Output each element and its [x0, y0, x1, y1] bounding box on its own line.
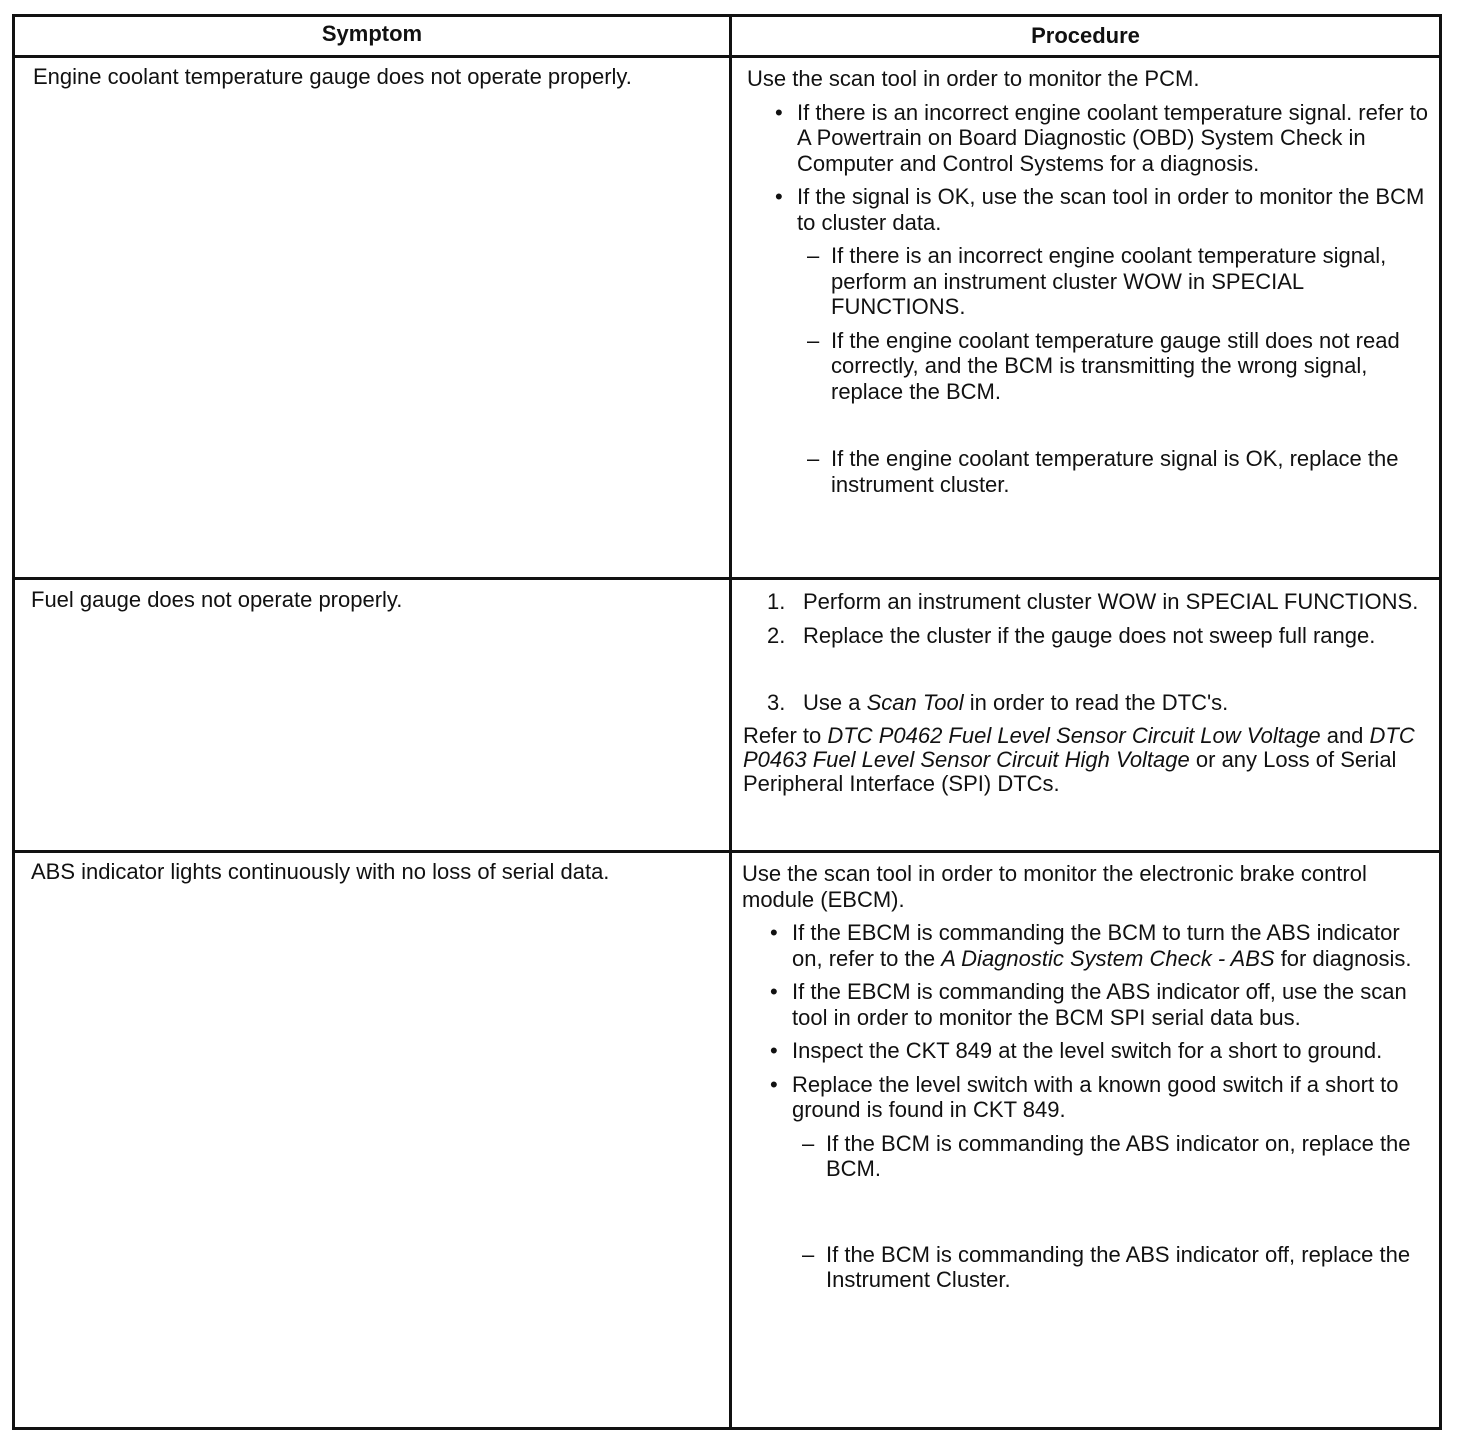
step-number: 3. — [767, 690, 786, 715]
row-3-symptom: ABS indicator lights continuously with no loss of serial data. — [31, 859, 610, 884]
row-1-symptom: Engine coolant temperature gauge does not operate properly. — [33, 64, 632, 89]
row-3-intro: Use the scan tool in order to monitor the electronic brake control module (EBCM). — [742, 861, 1367, 912]
bullet-marker: • — [775, 184, 783, 209]
abs-check-ref: A Diagnostic System Check - ABS — [941, 945, 1275, 971]
header-symptom: Symptom — [321, 21, 423, 46]
row-1-bullet-1: • If there is an incorrect engine coolant temperature signal. refer to A Powertrain on Board Diagnostic (OBD) System Check in Computer and Control Systems for a diagnosis. — [775, 99, 1429, 176]
row-3-bullet-2: • If the EBCM is commanding the ABS indicator off, use the scan tool in order to monitor the BCM SPI serial data bus. — [770, 979, 1407, 1030]
row-2-step-1: 1. Perform an instrument cluster WOW in SPECIAL FUNCTIONS. — [767, 589, 1419, 614]
dtc-p0462-ref: DTC P0462 Fuel Level Sensor Circuit Low Voltage — [827, 722, 1321, 748]
dash-marker: – — [807, 446, 820, 471]
bullet-marker: • — [770, 1071, 778, 1097]
row-3-sub-2: – If the BCM is commanding the ABS indicator off, replace the Instrument Cluster. — [802, 1241, 1411, 1292]
row-2-step-2: 2. Replace the cluster if the gauge does not sweep full range. — [767, 622, 1376, 648]
header-divider — [15, 55, 1439, 58]
dtc-p0463-ref: DTC P0463 Fuel Level Sensor Circuit High Voltage — [743, 722, 1415, 772]
row-1-sub-3: – If the engine coolant temperature signal is OK, replace the instrument cluster. — [807, 446, 1399, 497]
diagnostic-table — [12, 14, 1442, 1430]
row-1-bullet-2: • If the signal is OK, use the scan tool in order to monitor the BCM to cluster data. — [775, 184, 1425, 235]
row-1-intro: Use the scan tool in order to monitor the PCM. — [747, 66, 1200, 91]
row-1-sub-1: – If there is an incorrect engine coolant temperature signal, perform an instrument cluster WOW in SPECIAL FUNCTIONS. — [807, 243, 1387, 319]
row-3-bullet-3: • Inspect the CKT 849 at the level switch for a short to ground. — [770, 1038, 1383, 1063]
step-number: 2. — [767, 622, 786, 648]
dash-marker: – — [802, 1130, 815, 1156]
row-3-bullet-1: • If the EBCM is commanding the BCM to turn the ABS indicator on, refer to the A Diagnostic System Check - ABS for diagnosis. — [770, 920, 1412, 971]
step-number: 1. — [767, 589, 786, 614]
row-2-symptom: Fuel gauge does not operate properly. — [31, 587, 403, 612]
row-1-procedure — [747, 66, 1437, 505]
spacer — [742, 1190, 1434, 1242]
row-2-refer: Refer to DTC P0462 Fuel Level Sensor Circuit Low Voltage and DTC P0463 Fuel Level Sensor Circuit High Voltage or any Loss of Serial Peripheral Interface (SPI) DTCs. — [743, 722, 1415, 796]
bullet-marker: • — [770, 979, 778, 1004]
row-2-step-3: 3. Use a Scan Tool in order to read the DTC's. — [767, 690, 1229, 715]
dash-marker: – — [802, 1241, 815, 1267]
row-divider-1 — [15, 577, 1439, 580]
bullet-marker: • — [770, 920, 778, 945]
row-2-procedure — [743, 589, 1437, 804]
scan-tool-ref: Scan Tool — [866, 690, 964, 715]
row-3-sub-1: – If the BCM is commanding the ABS indicator on, replace the BCM. — [802, 1130, 1411, 1181]
row-divider-2 — [15, 850, 1439, 853]
row-3-procedure — [742, 861, 1434, 1301]
row-3-bullet-4: • Replace the level switch with a known good switch if a short to ground is found in CKT 849. — [770, 1071, 1399, 1122]
bullet-marker: • — [775, 99, 783, 125]
dash-marker: – — [807, 243, 820, 268]
spacer — [743, 656, 1437, 690]
column-divider — [729, 17, 732, 1427]
dash-marker: – — [807, 327, 820, 353]
bullet-marker: • — [770, 1038, 778, 1063]
row-1-sub-2: – If the engine coolant temperature gauge still does not read correctly, and the BCM is transmitting the wrong signal, replace the BCM. — [807, 327, 1400, 404]
header-procedure: Procedure — [1031, 23, 1140, 48]
spacer — [747, 412, 1437, 446]
